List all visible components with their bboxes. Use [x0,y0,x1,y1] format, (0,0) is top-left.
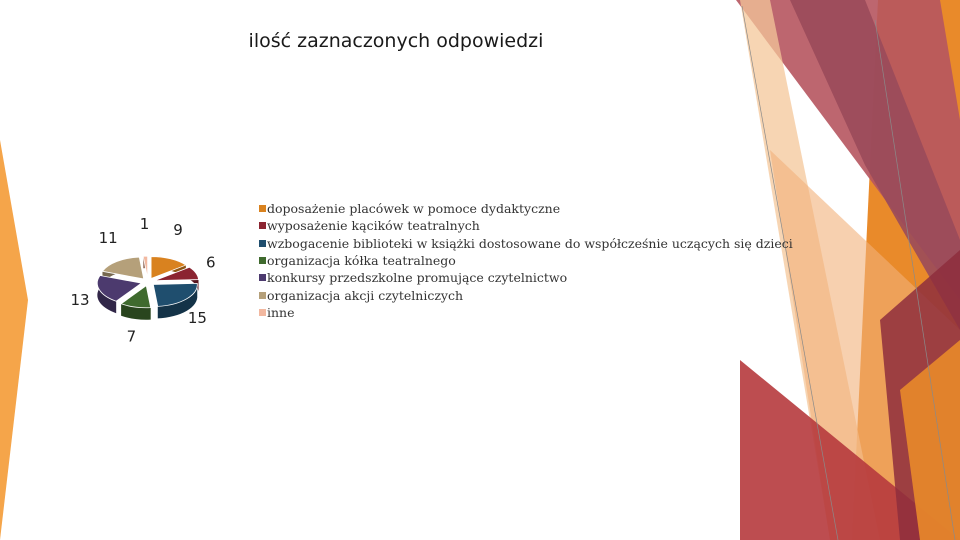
legend-label: konkursy przedszkolne promujące czytelnictwo [267,270,568,286]
pie-data-label: 13 [70,291,90,310]
pie-data-label: 9 [173,220,183,239]
legend-item [259,252,759,269]
legend-label: organizacja akcji czytelniczych [267,287,464,303]
legend-item [259,200,759,217]
pie-data-label: 15 [187,309,207,328]
legend-label: wzbogacenie biblioteki w książki dostosowane do współcześnie uczących się dzieci [267,235,793,251]
legend-item [259,269,759,286]
chart-legend [259,200,793,321]
legend-swatch [259,205,266,212]
legend-item [259,235,793,252]
legend-swatch [259,292,266,299]
legend-swatch [259,257,266,264]
legend-swatch [259,240,266,247]
legend-swatch [259,274,266,281]
pie-data-label: 1 [139,215,150,234]
pie-data-label: 7 [126,327,137,346]
pie-data-label: 6 [205,253,216,272]
legend-item [259,217,759,234]
legend-label: inne [267,304,295,320]
pie-data-label: 11 [98,229,118,248]
chart-title: ilość zaznaczonych odpowiedzi [248,30,544,52]
legend-label: wyposażenie kącików teatralnych [267,218,480,234]
legend-label: organizacja kółka teatralnego [267,253,456,269]
legend-item [259,286,759,303]
legend-swatch [259,309,266,316]
legend-item [259,304,759,321]
legend-swatch [259,222,266,229]
legend-label: doposażenie placówek w pomoce dydaktyczne [267,201,561,217]
